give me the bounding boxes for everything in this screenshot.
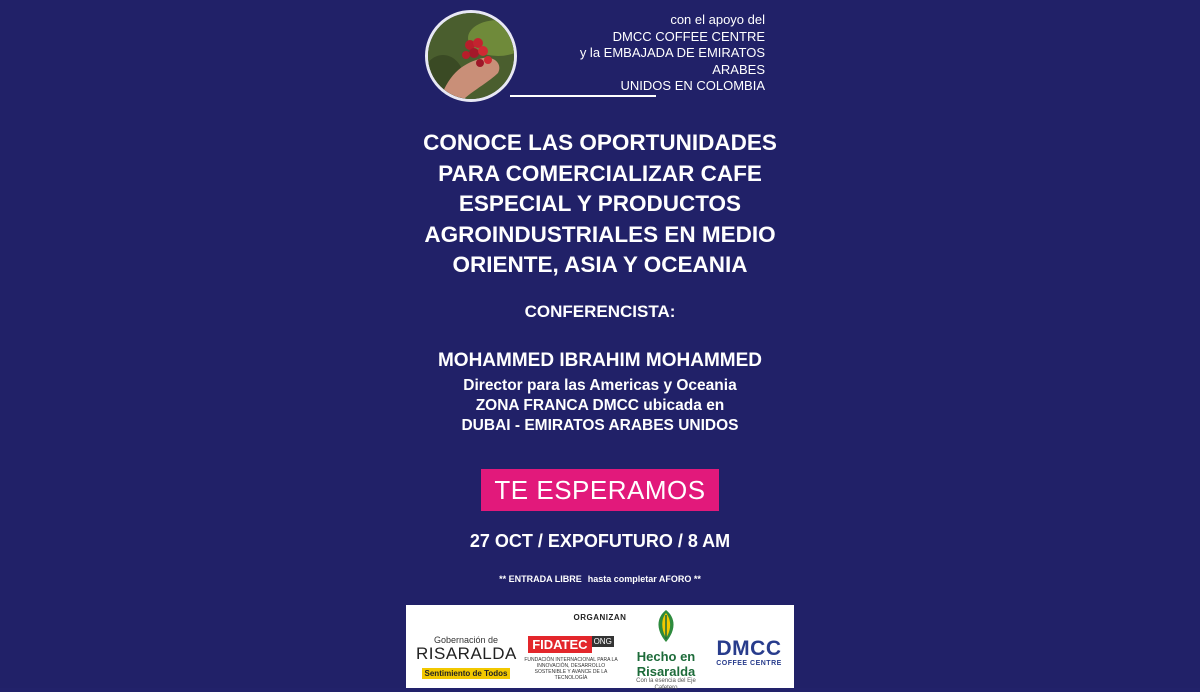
headline-line: AGROINDUSTRIALES EN MEDIO (424, 221, 776, 247)
headline-line: CONOCE LAS OPORTUNIDADES (423, 130, 777, 155)
fidatec-name: FIDATEC (528, 636, 591, 653)
gobernacion-risaralda-logo (416, 635, 516, 681)
organizers-heading: ORGANIZAN (573, 613, 627, 622)
coffee-cherries-image (428, 13, 517, 102)
dmcc-line1: DMCC (716, 637, 782, 660)
hecho-leaf-icon (653, 609, 679, 643)
headline-line: ESPECIAL Y PRODUCTOS (458, 191, 742, 216)
hecho-en-risaralda-logo (631, 609, 701, 692)
te-esperamos-banner: TE ESPERAMOS (481, 469, 719, 511)
headline (380, 128, 820, 281)
fidatec-logo (521, 636, 621, 681)
event-details: 27 OCT / EXPOFUTURO / 8 AM (469, 531, 731, 551)
divider-line (510, 95, 656, 97)
dmcc-coffee-centre-logo (708, 638, 790, 667)
entry-note-free: ** ENTRADA LIBRE (499, 574, 582, 584)
headline-line: PARA COMERCIALIZAR CAFE (438, 160, 762, 186)
speaker-role-line: ZONA FRANCA DMCC ubicada en (475, 397, 725, 414)
entry-note-capacity: hasta completar AFORO ** (587, 574, 701, 584)
coffee-cherries-photo (425, 10, 517, 102)
hecho-line1: Hecho en (636, 649, 696, 664)
support-text (560, 12, 765, 95)
speaker-role-line: Director para las Americas y Oceania (463, 377, 737, 394)
headline-line: ORIENTE, ASIA Y OCEANIA (452, 252, 748, 277)
gob-line1: Gobernación de (433, 635, 499, 645)
speaker-name: MOHAMMED IBRAHIM MOHAMMED (437, 350, 763, 371)
support-line: y la EMBAJADA DE EMIRATOS ARABES (579, 45, 765, 77)
entry-note (380, 574, 820, 584)
support-line: UNIDOS EN COLOMBIA (620, 78, 765, 93)
fidatec-ong-badge: ONG (593, 637, 612, 646)
hecho-line2: Risaralda (636, 664, 696, 679)
gob-line3: Sentimiento de Todos (422, 668, 511, 679)
support-line: con el apoyo del (670, 12, 765, 27)
fidatec-description: FUNDACIÓN INTERNACIONAL PARA LA INNOVACIÓN, DESARROLLO SOSTENIBLE Y AVANCE DE LA TECNOLOGÍA (524, 657, 618, 681)
speaker-role (380, 376, 820, 436)
speaker-role-line: DUBAI - EMIRATOS ARABES UNIDOS (461, 417, 739, 434)
dmcc-line2: COFFEE CENTRE (716, 660, 782, 667)
speaker-label: CONFERENCISTA: (524, 302, 676, 321)
organizers-panel (406, 605, 794, 691)
hecho-tagline: Con la esencia del Eje Cafetero (636, 678, 696, 691)
support-line: DMCC COFFEE CENTRE (612, 28, 765, 44)
gob-line2: RISARALDA (416, 644, 517, 663)
